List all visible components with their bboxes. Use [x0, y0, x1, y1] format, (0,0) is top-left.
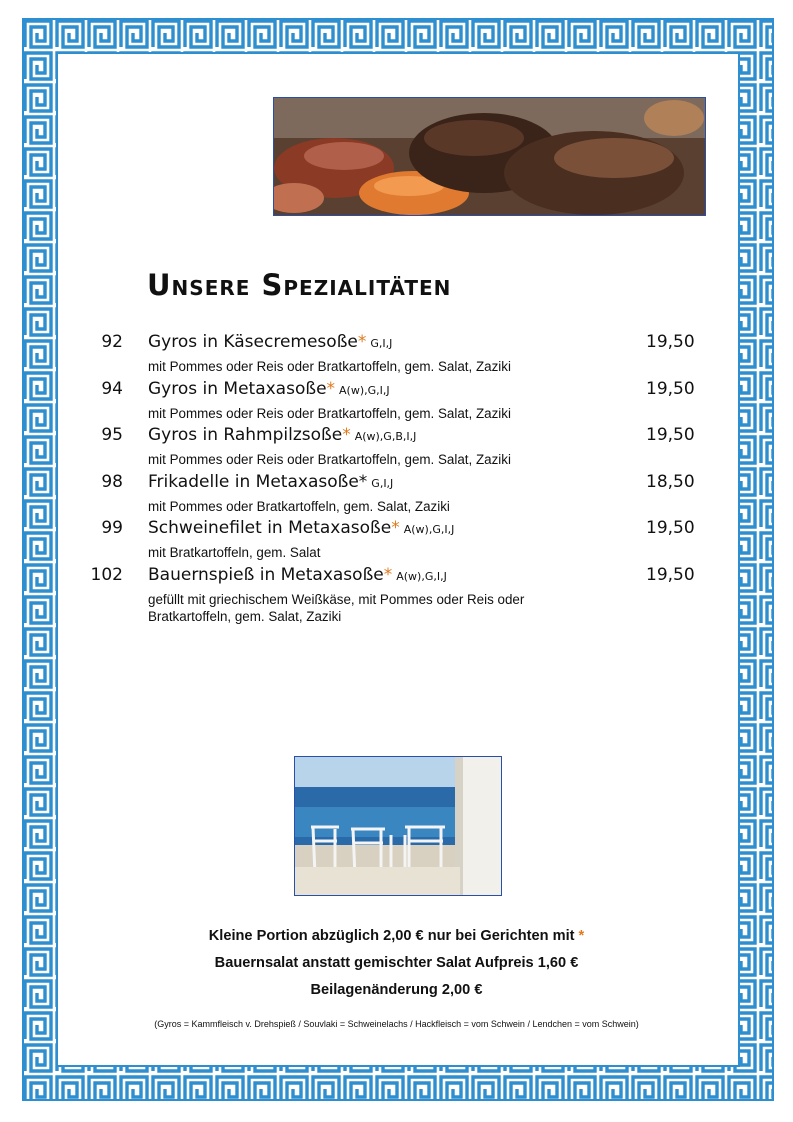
item-price: 19,50	[646, 378, 695, 399]
item-price: 18,50	[646, 471, 695, 492]
item-name-line	[148, 425, 416, 445]
footnote: (Gyros = Kammfleisch v. Drehspieß / Souvlaki = Schweinelachs / Hackfleisch = vom Schwein / Lendchen = vom Schwein)	[154, 1019, 639, 1029]
side-change-note: Beilagenänderung 2,00 €	[310, 982, 483, 998]
item-allergens: G,I,J	[370, 337, 393, 350]
item-price: 19,50	[646, 518, 695, 538]
item-name-line	[148, 518, 454, 538]
item-description: gefüllt mit griechischem Weißkäse, mit Pommes oder Reis oder Bratkartoffeln, gem. Salat, Zaziki	[148, 591, 525, 624]
item-name: Gyros in Metaxasoße	[148, 378, 327, 399]
item-allergens: A(w),G,B,I,J	[354, 430, 417, 443]
small-portion-text: Kleine Portion abzüglich 2,00 € nur bei Gerichten mit	[208, 928, 575, 944]
farmer-salad-note: Bauernsalat anstatt gemischter Salat Aufpreis 1,60 €	[214, 955, 579, 971]
menu-item	[0, 377, 793, 424]
menu-item	[0, 516, 793, 563]
item-number: 102	[90, 564, 123, 585]
item-name: Gyros in Käsecremesoße	[148, 332, 358, 352]
item-number: 95	[101, 425, 123, 445]
menu-item	[0, 563, 793, 623]
page-title: Unsere Spezialitäten	[147, 268, 452, 302]
item-description: mit Pommes oder Reis oder Bratkartoffeln, gem. Salat, Zaziki	[148, 452, 511, 467]
item-name: Schweinefilet in Metaxasoße	[148, 518, 392, 538]
item-star: *	[357, 332, 367, 352]
item-name: Bauernspieß in Metaxasoße	[148, 564, 384, 585]
menu-item	[0, 423, 793, 470]
item-name: Frikadelle in Metaxasoße*	[148, 471, 368, 492]
item-star: *	[391, 518, 400, 538]
item-price: 19,50	[646, 425, 695, 445]
item-description: mit Pommes oder Reis oder Bratkartoffeln, gem. Salat, Zaziki	[148, 359, 511, 374]
item-star: *	[342, 425, 351, 445]
item-price: 19,50	[646, 332, 695, 352]
item-name-line	[148, 379, 390, 399]
item-star: *	[383, 564, 393, 585]
item-name-line	[148, 332, 392, 352]
item-allergens: A(w),G,I,J	[339, 383, 390, 397]
grilled-meat-photo	[273, 97, 706, 216]
item-number: 99	[101, 518, 123, 538]
item-allergens: A(w),G,I,J	[396, 569, 447, 583]
item-number: 94	[101, 378, 123, 399]
seaside-chairs-photo	[294, 756, 502, 896]
item-name-line	[148, 472, 393, 492]
menu-item	[0, 470, 793, 517]
item-price: 19,50	[646, 564, 695, 585]
item-number: 98	[101, 471, 123, 492]
item-description: mit Pommes oder Bratkartoffeln, gem. Salat, Zaziki	[148, 498, 450, 514]
item-allergens: G,I,J	[371, 476, 394, 490]
item-allergens: A(w),G,I,J	[403, 523, 455, 536]
small-portion-note	[0, 928, 793, 944]
item-number: 92	[101, 332, 123, 352]
menu-item	[0, 330, 793, 377]
menu-list	[0, 330, 793, 623]
item-name: Gyros in Rahmpilzsoße	[148, 425, 343, 445]
item-name-line	[148, 565, 447, 585]
item-description: mit Pommes oder Reis oder Bratkartoffeln, gem. Salat, Zaziki	[148, 405, 511, 421]
item-description: mit Bratkartoffeln, gem. Salat	[148, 545, 321, 560]
small-portion-star: *	[578, 928, 585, 944]
item-star: *	[326, 378, 336, 399]
